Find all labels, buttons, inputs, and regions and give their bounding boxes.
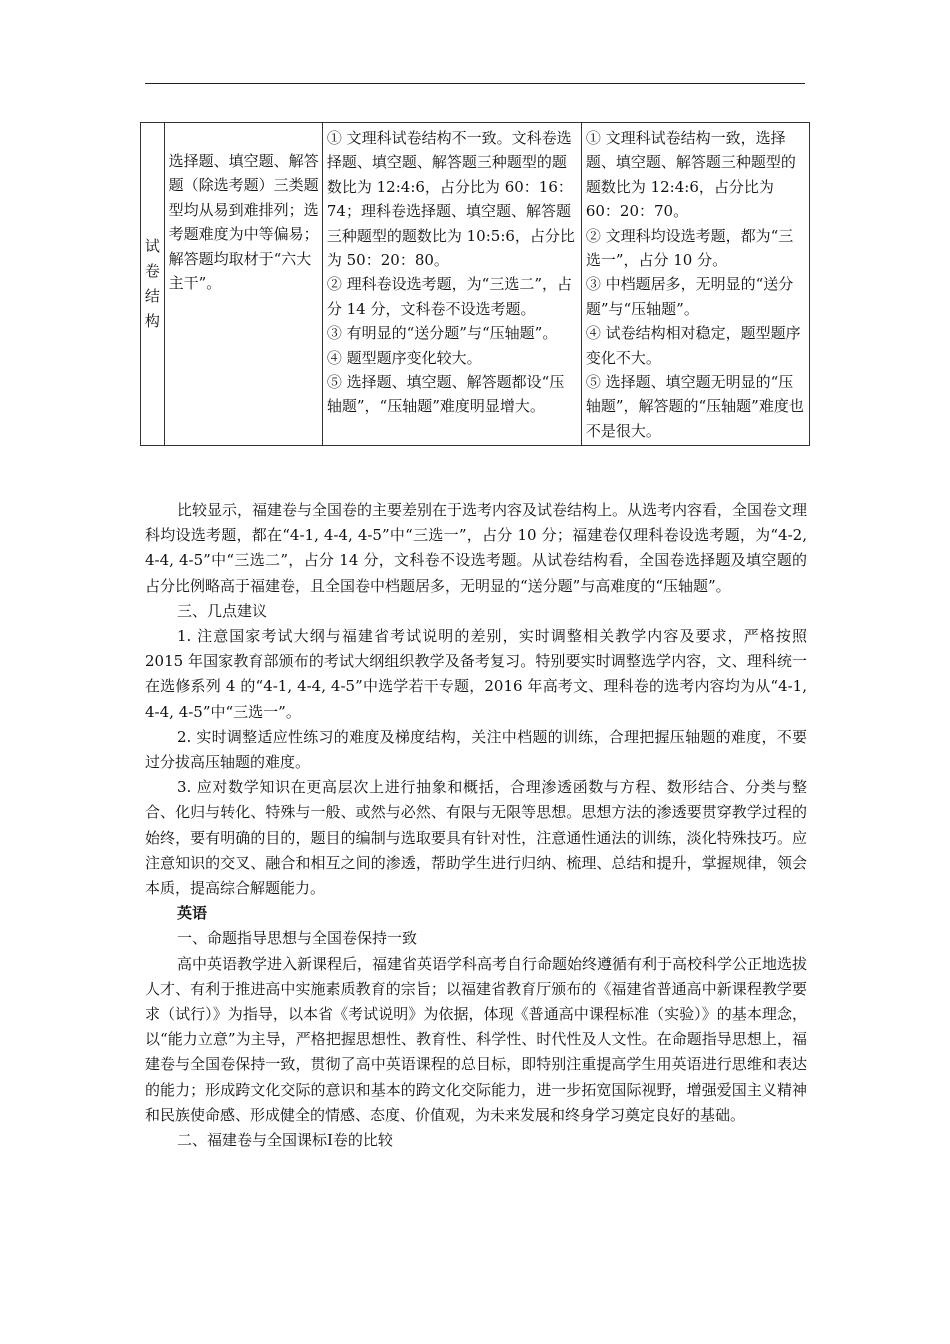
general-features-cell	[164, 123, 322, 446]
cell-line: ④ 题型题序变化较大。	[326, 348, 482, 367]
cell-line: ④ 试卷结构相对稳定，题型题序变化不大。	[585, 324, 801, 367]
document-body	[145, 498, 807, 1153]
cell-line: ⑤ 选择题、填空题无明显的“压轴题”，解答题的“压轴题”难度也不是很大。	[585, 373, 804, 440]
row-label-cell	[141, 123, 165, 446]
english-paragraph: 高中英语教学进入新课程后，福建省英语学科高考自行命题始终遵循有利于高校科学公正地选拔人才、有利于推进高中实施素质教育的宗旨；以福建省教育厅颁布的《福建省普通高中新课程教学要求（试行）》为指导，以本省《考试说明》为依据，体现《普通高中课程标准（实验）》的基本理念，以“能力立意”为主导，严格把握思想性、教育性、科学性、时代性及人文性。在命题指导思想上，福建卷与全国卷保持一致，贯彻了高中英语课程的总目标，即特别注重提高学生用英语进行思维和表达的能力；形成跨文化交际的意识和基本的跨文化交际能力，进一步拓宽国际视野，增强爱国主义精神和民族使命感、形成健全的情感、态度、价值观，为未来发展和终身学习奠定良好的基础。	[145, 954, 808, 1124]
cell-line: ② 理科卷设选考题，为“三选二”，占分 14 分，文科卷不设选考题。	[326, 275, 572, 318]
section-heading: 一、命题指导思想与全国卷保持一致	[177, 929, 418, 948]
cell-line: 解答题均取材于“六大主干”。	[168, 249, 312, 293]
cell-line: ③ 中档题居多，无明显的“送分题”与“压轴题”。	[585, 275, 794, 318]
suggestion-paragraph: 2. 实时调整适应性练习的难度及梯度结构，关注中档题的训练，合理把握压轴题的难度，不要过分拔高压轴题的难度。	[145, 727, 807, 772]
cell-line: ③ 有明显的“送分题”与“压轴题”。	[326, 324, 558, 343]
fujian-paper-cell	[322, 123, 581, 446]
table-row	[141, 123, 810, 446]
cell-line: ② 文理科均设选考题，都为“三选一”，占分 10 分。	[585, 226, 794, 270]
header-rule	[145, 83, 805, 84]
national-paper-cell	[581, 123, 809, 446]
section-heading: 二、福建卷与全国课标Ⅰ卷的比较	[177, 1131, 393, 1150]
suggestion-paragraph: 1. 注意国家考试大纲与福建省考试说明的差别，实时调整相关教学内容及要求，严格按照 2015 年国家教育部颁布的考试大纲组织教学及备考复习。特别要实时调整选学内容，文、理科统一在选修系列 4 的“4-1, 4-4, 4-5”中选学若干专题，2016 年高考文、理科卷的选考内容均为从“4-1, 4-4, 4-5”中“三选一”。	[145, 627, 807, 721]
cell-line: ① 文理科试卷结构不一致。文科卷选择题、填空题、解答题三种题型的题数比为 12:4:6，占分比为 60：16：74；理科卷选择题、填空题、解答题三种题型的题数比为 10:5:6，占分比为 50：20：80。	[326, 129, 575, 270]
cell-line: 选择题、填空题、解答题（除选考题）三类题型均从易到难排列；选考题难度为中等偏易；	[168, 152, 319, 244]
row-label: 试卷结构	[144, 237, 160, 331]
suggestion-paragraph: 3. 应对数学知识在更高层次上进行抽象和概括，合理渗透函数与方程、数形结合、分类与整合、化归与转化、特殊与一般、或然与必然、有限与无限等思想。思想方法的渗透要贯穿教学过程的始终，要有明确的目的，题目的编制与选取要具有针对性，注意通性通法的训练，淡化特殊技巧。应注意知识的交叉、融合和相互之间的渗透，帮助学生进行归纳、梳理、总结和提升，掌握规律，领会本质，提高综合解题能力。	[145, 778, 807, 898]
cell-line: ① 文理科试卷结构一致，选择题、填空题、解答题三种题型的题数比为 12:4:6，占分比为 60：20：70。	[585, 129, 796, 221]
comparison-table	[140, 122, 810, 446]
subject-heading: 英语	[177, 904, 208, 923]
section-heading: 三、几点建议	[177, 601, 268, 620]
cell-line: ⑤ 选择题、填空题、解答题都设“压轴题”，“压轴题”难度明显增大。	[326, 373, 565, 416]
comparison-summary-paragraph: 比较显示，福建卷与全国卷的主要差别在于选考内容及试卷结构上。从选考内容看，全国卷文理科均设选考题，都在“4-1, 4-4, 4-5”中“三选一”，占分 10 分；福建卷仅理科卷设选考题，为“4-2, 4-4, 4-5”中“三选二”，占分 14 分，文科卷不设选考题。从试卷结构看，全国卷选择题及填空题的占分比例略高于福建卷，且全国卷中档题居多，无明显的“送分题”与高难度的“压轴题”。	[145, 501, 808, 595]
